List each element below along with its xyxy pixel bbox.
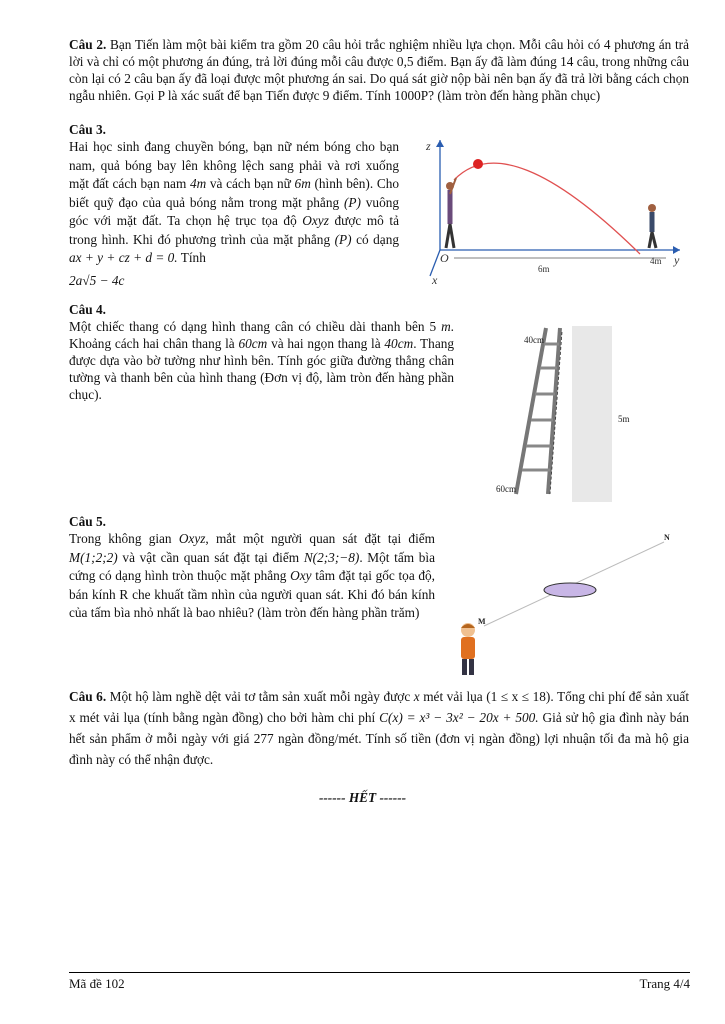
q4-label: Câu 4. (69, 302, 106, 317)
ball (473, 159, 483, 169)
q3-text-4: vuông góc với mặt đất. Ta chọn hệ trục tọa độ (69, 194, 400, 228)
ladder-side-label: 5m (618, 414, 630, 424)
q6-math-4: 277 (253, 731, 274, 746)
z-axis-arrow-icon (436, 140, 444, 147)
q6-math-2: (1 ≤ x ≤ 18) (486, 689, 551, 704)
x-label: x (432, 273, 438, 284)
q5-math-4: Oxy (290, 568, 312, 583)
q3-text-2: và cách bạn nữ (209, 176, 291, 191)
q2-text: Bạn Tiến làm một bài kiểm tra gồm 20 câu hỏi trắc nghiệm nhiều lựa chọn. Mỗi câu hỏi có 4 phương án trả lời và chỉ có một phương án đúng, trả lời đúng mỗi câu được 0,5 điểm. Bạn ấy đã làm đúng 14 câu, trong những câu còn lại có 2 câu bạn ấy đã loại được một phương án sai. Do quá sát giờ nộp bài nên bạn ấy đã trả lời bằng cách chọn ngẫu nhiên. Gọi P là xác suất để bạn Tiến được 9 điểm. Tính 1000P? (làm tròn đến hàng phần chục) (69, 37, 689, 103)
origin-label: O (440, 251, 449, 265)
boy-observer (461, 623, 475, 675)
y-label: y (674, 253, 680, 267)
boy-figure (648, 204, 656, 248)
q5-text-5: tâm đặt tại gốc tọa độ, bán kính R che khuất tầm nhìn của người quan sát. Khi đó bán kính của tấm bìa nhỏ nhất là bao nhiêu? (làm tròn đến hàng phần trăm) (69, 568, 436, 620)
q5-text-2: , mắt một người quan sát đặt tại điểm (205, 531, 436, 546)
q3-math-2: 6m (294, 176, 311, 191)
q6-text-5: ngàn đồng/mét. Tính số tiền (đơn vị ngàn đồng) lợi nhuận tối đa mà hộ gia đình này có thể nhận được. (69, 731, 690, 767)
z-label: z (426, 139, 431, 153)
q3-math-7: 2a√5 − 4c (69, 272, 125, 288)
q3-math-4: Oxyz (302, 213, 329, 228)
q6-math-3: C(x) = x³ − 3x² − 20x + 500. (379, 710, 539, 725)
end-marker: ------ HẾT ------ (318, 790, 407, 805)
point-n-label: N (664, 533, 670, 542)
q3-label: Câu 3. (69, 122, 106, 137)
q5-math-3: N(2;3;−8) (303, 549, 360, 565)
exam-code: Mã đề 102 (69, 976, 125, 991)
q6-label: Câu 6. (69, 689, 107, 704)
q3-math-1: 4m (189, 176, 207, 191)
q4-math-3: 40cm (384, 336, 414, 351)
q5-text-4: . Một tấm bìa cứng có dạng hình tròn thuộc mặt phẳng (69, 549, 436, 583)
q6-text-3: . Tổng chi phí để sản xuất x mét vải lụa (tính bằng ngàn đồng) cho bởi hàm chi phí (69, 689, 690, 725)
q5-observer-figure (452, 528, 692, 688)
ladder-bottom-label: 60cm (496, 484, 516, 494)
q4-math-2: 60cm (238, 336, 268, 351)
q4-text-4: . Thang được dựa vào bờ tường như hình bên. Tính góc giữa đường thẳng chân tường và thanh bên của hình thang (Đơn vị độ, làm tròn đến hàng phần chục). (69, 336, 455, 402)
q6-text-2: mét vải lụa (423, 689, 483, 704)
q3-text-3: (hình bên). Cho biết quỹ đạo của quả bóng nằm trong mặt phẳng (69, 176, 399, 210)
q3-math-5: (P) (334, 231, 352, 247)
q3-text-7: Tính (180, 250, 206, 265)
question-5 (69, 513, 435, 623)
q4-text-2: . Khoảng cách hai chân thang là (69, 319, 454, 351)
q5-text-1: Trong không gian (69, 531, 172, 546)
question-3 (69, 121, 399, 289)
q6-math-1: x (413, 689, 420, 704)
q3-ball-figure (418, 134, 690, 284)
girl-figure (446, 178, 456, 248)
question-2 (69, 36, 689, 104)
q3-math-6: ax + y + cz + d = 0. (69, 250, 178, 265)
wall (572, 326, 612, 502)
q4-text-1: Một chiếc thang có dạng hình thang cân có chiều dài thanh bên 5 (69, 319, 437, 334)
q3-text-6: có dạng (356, 231, 399, 247)
q3-text-1: Hai học sinh đang chuyền bóng, bạn nữ ném bóng cho bạn nam, quả bóng bay lên không lệch sang phải và rơi xuống mặt đất cách bạn nam (69, 139, 399, 191)
q5-text-3: và vật cần quan sát đặt tại điểm (122, 549, 300, 565)
q3-math-3: (P) (343, 194, 361, 210)
cardboard-disk (544, 583, 596, 597)
q6-text-1: Một hộ làm nghề dệt vải tơ tằm sản xuất mỗi ngày được (109, 689, 411, 704)
q3-text-5: được mô tả trong hình. Khi đó phương trình của mặt phẳng (69, 213, 399, 247)
q4-math-1: m (441, 319, 451, 334)
q4-ladder-figure (488, 318, 648, 508)
ladder-top-label: 40cm (524, 335, 544, 345)
q4-text-3: và hai ngọn thang là (271, 336, 381, 351)
dim-4m-label: 4m (650, 256, 662, 266)
q2-label: Câu 2. (69, 37, 107, 52)
q5-math-1: Oxyz (178, 531, 206, 546)
point-m-label: M (478, 617, 486, 626)
ball-trajectory (454, 163, 640, 254)
page-footer (69, 972, 690, 992)
page-number: Trang 4/4 (639, 976, 690, 991)
q5-math-2: M(1;2;2) (69, 549, 118, 565)
q5-label: Câu 5. (69, 514, 106, 529)
dim-6m-label: 6m (538, 264, 550, 274)
question-4 (69, 301, 454, 403)
q6-text-4: Giả sử hộ gia đình này bán hết sản phẩm ở mỗi ngày với giá (69, 710, 690, 746)
question-6 (69, 686, 689, 770)
